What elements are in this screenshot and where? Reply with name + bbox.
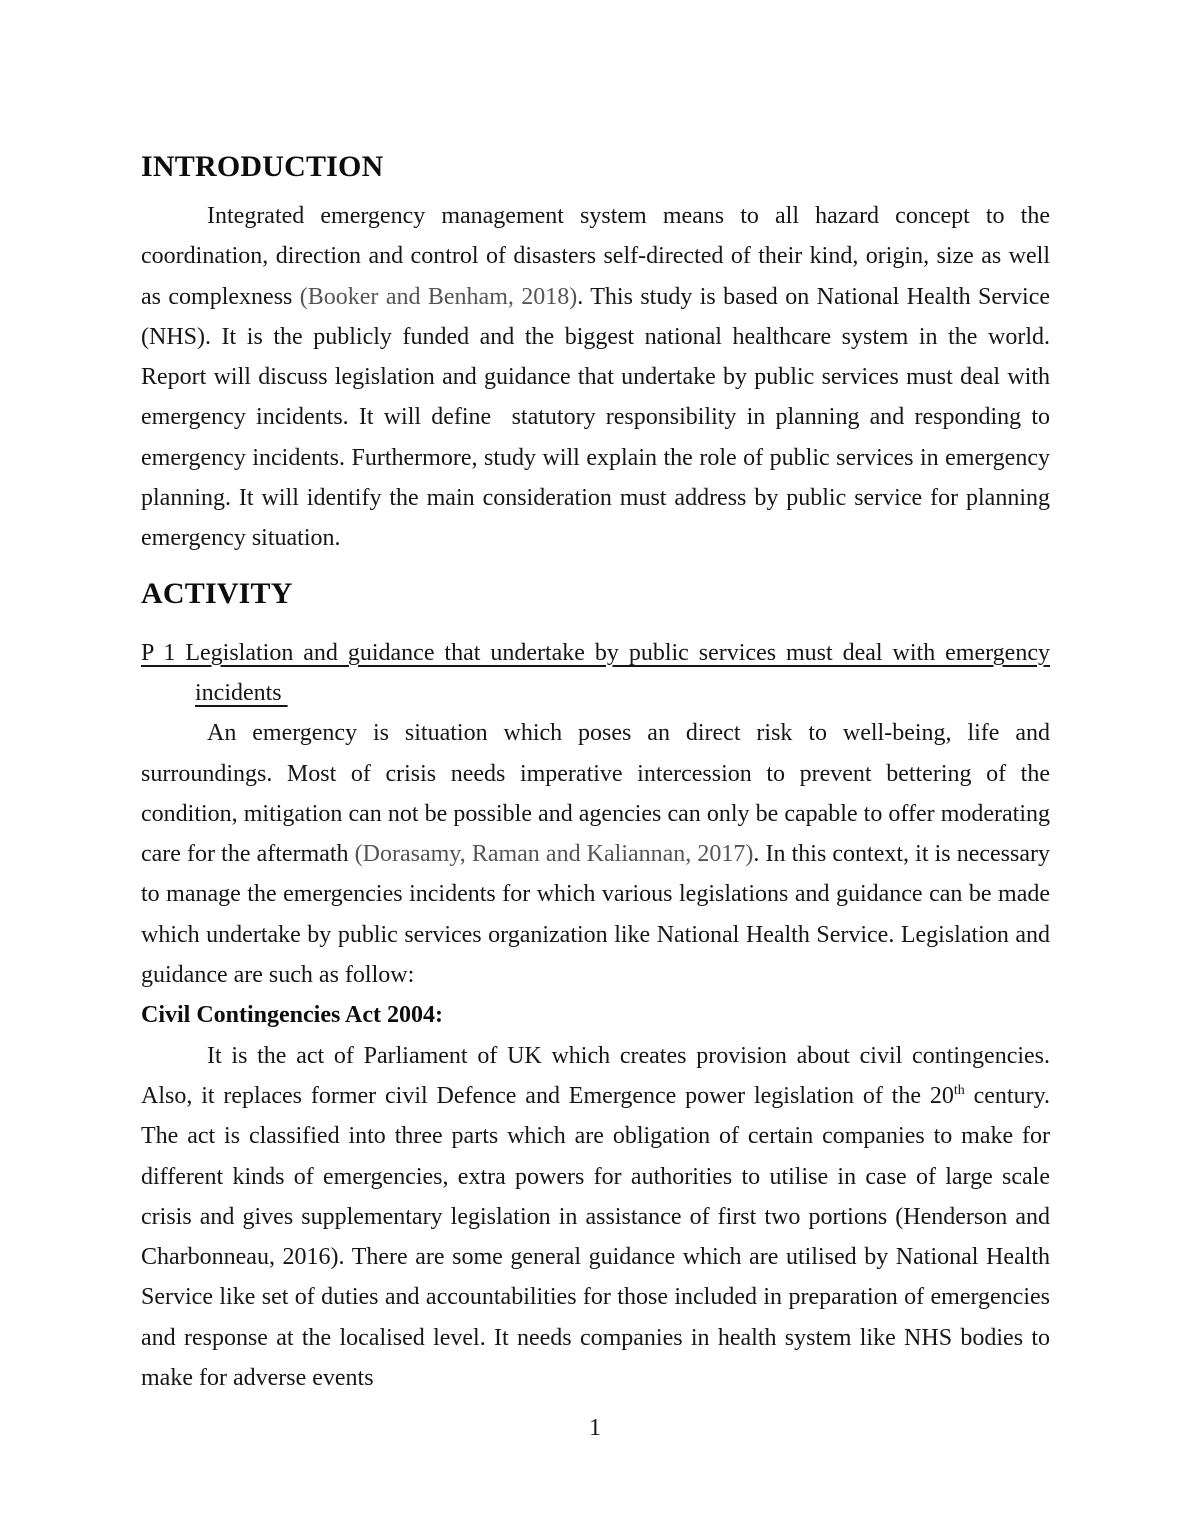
citation-text: (Dorasamy, Raman and Kaliannan, 2017) [354,841,754,868]
text-run: It is the act of Parliament of UK which creates provision about civil contingencies. Also, it replaces former civil Defence and Emergence power legislation of the 20 [141,1042,1050,1109]
superscript-text: th [953,1082,965,1098]
text-run: . In this context, it is necessary to manage the emergencies incidents for which various legislations and guidance can be made which undertake by public services organization like National Health Service. Legislation and guidance are such as follow: [141,841,1050,989]
activity-heading: ACTIVITY [141,576,293,610]
text-run: . This study is based on National Health Service (NHS). It is the publicly funded and the biggest national healthcare system in the world. Report will discuss legislation and guidance that undertake by public services must deal with emergency incidents. It will define statutory responsibility in planning and responding to emergency incidents. Furthermore, study will explain the role of public services in emergency planning. It will identify the main consideration must address by public service for planning emergency situation. [141,283,1050,552]
document-content [141,148,1050,1398]
citation-text: (Booker and Benham, 2018) [299,283,578,310]
introduction-heading: INTRODUCTION [141,150,384,183]
text-run: Integrated emergency management system means to all hazard concept to the coordination, direction and control of disasters self-directed of their kind, origin, size as well as complexness [141,203,1050,310]
text-run: An emergency is situation which poses an direct risk to well-being, life and surroundings. Most of crisis needs imperative intercession to prevent bettering of the condition, mitigation can not be possible and agencies can only be capable to offer moderating care for the aftermath [141,720,1050,868]
civil-contingencies-act-heading: Civil Contingencies Act 2004: [141,1002,443,1029]
text-run: century. The act is classified into three parts which are obligation of certain companies to make for different kinds of emergencies, extra powers for authorities to utilise in case of large scale crisis and gives supplementary legislation in assistance of first two portions (Henderson and Charbonneau, 2016). There are some general guidance which are utilised by National Health Service like set of duties and accountabilities for those included in preparation of emergencies and response at the localised level. It needs companies in health system like NHS bodies to make for adverse events [141,1082,1051,1392]
civil-contingencies-act-paragraph [141,1036,1050,1399]
p1-section-heading: P 1 Legislation and guidance that undertake by public services must deal with emergency incidents [141,639,1050,706]
page-number: 1 [589,1415,601,1441]
introduction-paragraph [141,196,1050,559]
emergency-paragraph [141,713,1050,995]
